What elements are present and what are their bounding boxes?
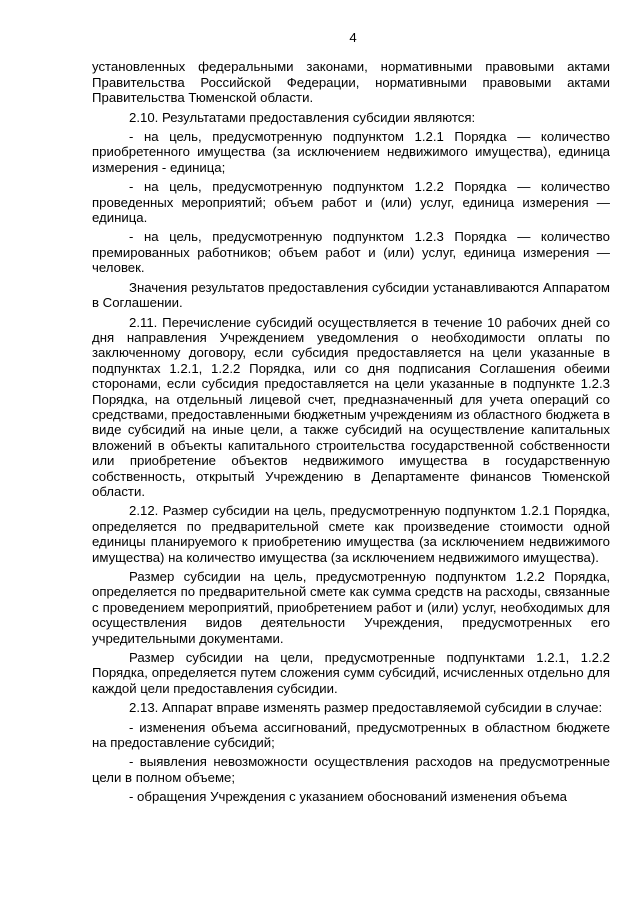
paragraph-2-10: 2.10. Результатами предоставления субсидии являются: <box>129 109 476 125</box>
paragraph-2-11: 2.11. Перечисление субсидий осуществляется в течение 10 рабочих дней со дня направления Учреждением уведомления о необходимости оплаты по заключенному договору, если субсидия предоставляется на цели указанные в подпунктах 1.2.1, 1.2.2 Порядка, или со дня подписания Соглашения обеими сторонами, если субсидия предоставляется на цели указанные в подпункте 1.2.3 Порядка, на отдельный лицевой счет, предназначенный для учета операций со средствами, предоставленными бюджетным учреждениям из областного бюджета в виде субсидий на иные цели, а также субсидий на осуществление капитальных вложений в объекты капитального строительства государственной собственности или приобретение объектов недвижимого имущества в государственную собственность, открытый Учреждению в Департаменте финансов Тюменской области. <box>92 314 610 499</box>
list-item-result-1-2-2: - на цель, предусмотренную подпунктом 1.2.2 Порядка — количество проведенных мероприятий; объем работ и (или) услуг, единица измерения — единица. <box>92 179 610 226</box>
paragraph-2-12: 2.12. Размер субсидии на цель, предусмотренную подпунктом 1.2.1 Порядка, определяется по предварительной смете как произведение стоимости одной единицы планируемого к приобретению имущества (за исключением недвижимого имущества) на количество имущества (за исключением недвижимого имущества). <box>92 503 610 565</box>
list-item-change-appropriations: - изменения объема ассигнований, предусмотренных в областном бюджете на предоставление субсидий; <box>92 719 610 751</box>
paragraph-result-values: Значения результатов предоставления субсидии устанавливаются Аппаратом в Соглашении. <box>92 279 610 311</box>
paragraph-subsidy-size-sum: Размер субсидии на цели, предусмотренные подпунктами 1.2.1, 1.2.2 Порядка, определяется путем сложения сумм субсидий, исчисленных отдельно для каждой цели предоставления субсидии. <box>92 650 610 696</box>
paragraph-subsidy-size-1-2-2: Размер субсидии на цель, предусмотренную подпунктом 1.2.2 Порядка, определяется по предварительной смете как сумма средств на расходы, связанные с проведением мероприятий, приобретением работ и (или) услуг, необходимых для осуществления видов деятельности Учреждения, предусмотренных его учредительными документами. <box>92 569 610 646</box>
list-item-change-impossibility: - выявления невозможности осуществления расходов на предусмотренные цели в полном объеме; <box>92 754 610 785</box>
document-body <box>92 59 610 804</box>
list-item-result-1-2-3: - на цель, предусмотренную подпунктом 1.2.3 Порядка — количество премированных работников; объем работ и (или) услуг, единица измерения — человек. <box>92 229 610 276</box>
list-item-result-1-2-1: - на цель, предусмотренную подпунктом 1.2.1 Порядка — количество приобретенного имущества (за исключением недвижимого имущества), единица измерения - единица; <box>92 129 610 175</box>
list-item-change-request: - обращения Учреждения с указанием обоснований изменения объема <box>129 789 567 805</box>
document-page <box>92 30 610 805</box>
paragraph-continuation: установленных федеральными законами, нормативными правовыми актами Правительства Российской Федерации, нормативными правовыми актами Правительства Тюменской области. <box>92 59 610 106</box>
page-number: 4 <box>349 30 357 45</box>
paragraph-2-13: 2.13. Аппарат вправе изменять размер предоставляемой субсидии в случае: <box>129 700 603 716</box>
